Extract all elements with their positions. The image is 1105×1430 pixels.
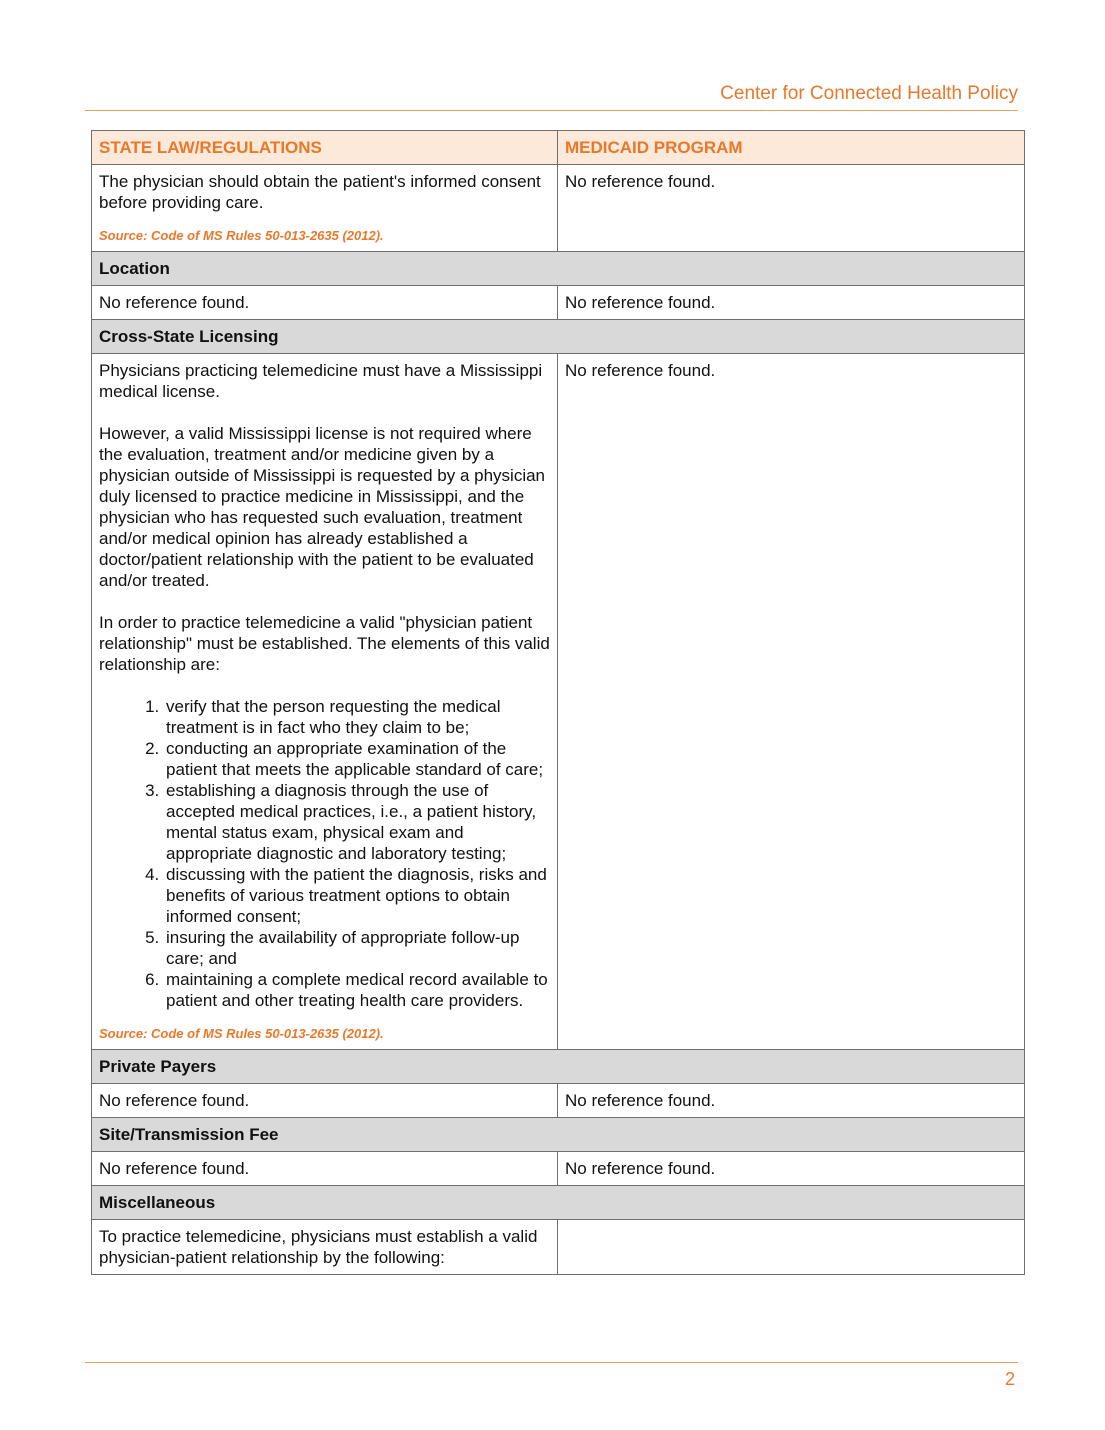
medicaid-cell [558, 1220, 1025, 1275]
state-law-cell: No reference found. [92, 1084, 558, 1118]
list-item: 1. verify that the person requesting the medical treatment is in fact who they claim to be; [164, 696, 550, 738]
state-law-cell [92, 354, 558, 1050]
state-law-cell: No reference found. [92, 1152, 558, 1186]
cell-text: The physician should obtain the patient's informed consent before providing care. [99, 172, 541, 212]
table-row [92, 1220, 1025, 1275]
list-item: 2. conducting an appropriate examination of the patient that meets the applicable standard of care; [164, 738, 550, 780]
section-heading-site-transmission-fee: Site/Transmission Fee [92, 1118, 1025, 1152]
list-item: 4. discussing with the patient the diagnosis, risks and benefits of various treatment options to obtain informed consent; [164, 864, 550, 927]
state-law-cell: No reference found. [92, 286, 558, 320]
section-row [92, 320, 1025, 354]
section-heading-cross-state-licensing: Cross-State Licensing [92, 320, 1025, 354]
cell-paragraph: In order to practice telemedicine a valid "physician patient relationship" must be established. The elements of this valid relationship are: [99, 613, 550, 674]
footer-divider [85, 1362, 1018, 1363]
table-row [92, 1084, 1025, 1118]
section-heading-location: Location [92, 252, 1025, 286]
table-header-row [92, 131, 1025, 165]
list-item: 3. establishing a diagnosis through the use of accepted medical practices, i.e., a patient history, mental status exam, physical exam and appropriate diagnostic and laboratory testing; [164, 780, 550, 864]
table-row [92, 165, 1025, 252]
section-heading-private-payers: Private Payers [92, 1050, 1025, 1084]
section-row [92, 252, 1025, 286]
medicaid-cell: No reference found. [558, 1084, 1025, 1118]
section-row [92, 1186, 1025, 1220]
column-header-state-law: STATE LAW/REGULATIONS [92, 131, 558, 165]
source-citation: Source: Code of MS Rules 50-013-2635 (2012). [99, 228, 384, 243]
policy-table [91, 130, 1025, 1275]
list-item: 6. maintaining a complete medical record available to patient and other treating health care providers. [164, 969, 550, 1011]
section-row [92, 1118, 1025, 1152]
page-number: 2 [1004, 1369, 1015, 1389]
cell-paragraph: Physicians practicing telemedicine must have a Mississippi medical license. [99, 361, 543, 401]
section-heading-miscellaneous: Miscellaneous [92, 1186, 1025, 1220]
table-row [92, 354, 1025, 1050]
medicaid-cell: No reference found. [558, 1152, 1025, 1186]
list-item: 5. insuring the availability of appropriate follow-up care; and [164, 927, 550, 969]
cell-paragraph: However, a valid Mississippi license is not required where the evaluation, treatment and/or medicine given by a physician outside of Mississippi is requested by a physician duly licensed to practice medicine in Mississippi, and the physician who has requested such evaluation, treatment and/or medical opinion has already established a doctor/patient relationship with the patient to be evaluated and/or treated. [99, 424, 546, 590]
table-row [92, 1152, 1025, 1186]
state-law-cell: To practice telemedicine, physicians must establish a valid physician-patient relationship by the following: [92, 1220, 558, 1275]
medicaid-cell: No reference found. [558, 286, 1025, 320]
column-header-medicaid: MEDICAID PROGRAM [558, 131, 1025, 165]
header-divider [85, 110, 1018, 111]
relationship-elements-list [99, 696, 550, 1011]
medicaid-cell: No reference found. [558, 354, 1025, 1050]
medicaid-cell: No reference found. [558, 165, 1025, 252]
section-row [92, 1050, 1025, 1084]
source-citation: Source: Code of MS Rules 50-013-2635 (2012). [99, 1026, 384, 1041]
table-row [92, 286, 1025, 320]
state-law-cell [92, 165, 558, 252]
page-header-title: Center for Connected Health Policy [720, 83, 1018, 104]
